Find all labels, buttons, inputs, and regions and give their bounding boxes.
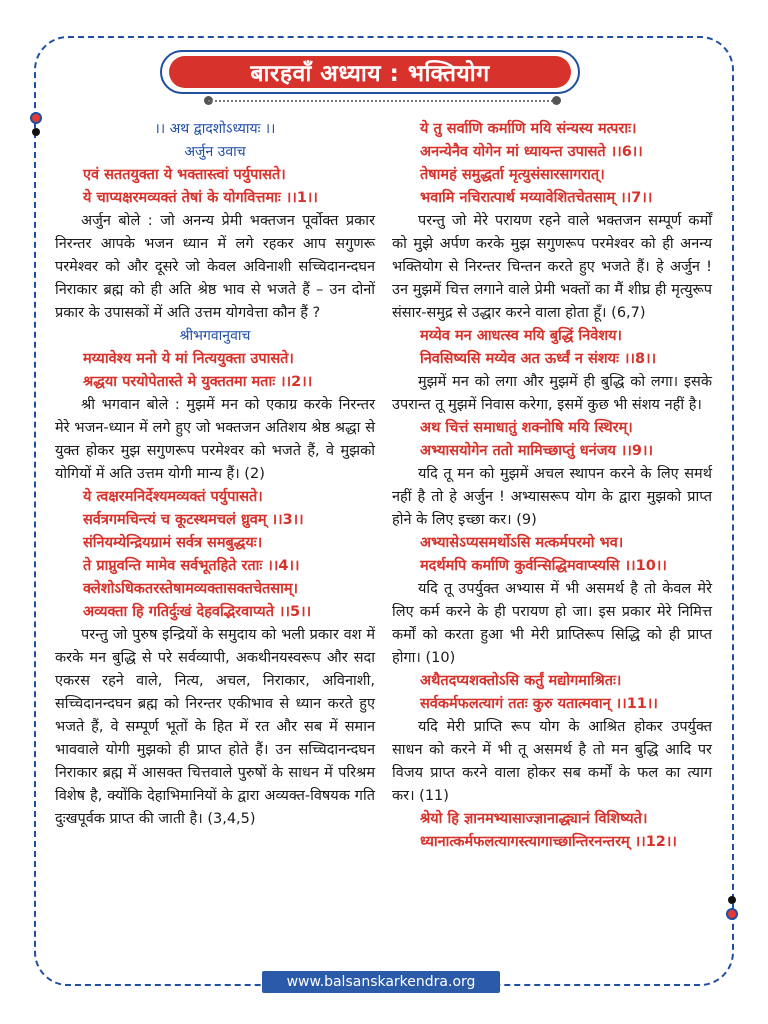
shloka-line: मय्यावेश्य मनो ये मां नित्ययुक्ता उपासते। (83, 351, 294, 367)
translation-paragraph: अर्जुन बोले : जो अनन्य प्रेमी भक्तजन पूर्वोक्त प्रकार निरन्तर आपके भजन ध्यान में लगे रहकर आप सगुणरू परमेश्वर को और दूसरे जो केवल अविनाशी सच्चिदानन्दघन निराकार ब्रह्म को ही अति श्रेष्ठ भाव से भजते हैं – उन दोनों प्रकार के उपासकों में अति उत्तम योगवेत्ता कौन हैं ? (55, 213, 375, 321)
shloka-line: तेषामहं समुद्धर्ता मृत्युसंसारसागरात्। (420, 167, 605, 183)
chapter-title-banner (160, 50, 580, 94)
shloka-line: अथ चित्तं समाधातुं शक्नोषि मयि स्थिरम्। (420, 420, 633, 436)
shloka-line: सर्वकर्मफलत्यागं ततः कुरु यतात्मवान् ।।11।। (420, 696, 658, 712)
website-footer[interactable]: www.balsanskarkendra.org (262, 971, 500, 993)
shloka-line: क्लेशोऽधिकतरस्तेषामव्यक्तासक्तचेतसाम्। (83, 581, 299, 597)
shloka-line: अव्यक्ता हि गतिर्दुःखं देहवद्भिरवाप्यते ।।5।। (83, 604, 312, 620)
translation-paragraph: यदि मेरी प्राप्ति रूप योग के आश्रित होकर उपर्युक्त साधन को करने में भी तू असमर्थ है तो मन बुद्धि आदि पर विजय प्राप्त करने वाला होकर सब कर्मों के फल का त्याग कर। (11) (392, 719, 712, 804)
title-separator (208, 100, 556, 102)
translation-paragraph: परन्तु जो पुरुष इन्द्रियों के समुदाय को भली प्रकार वश में करके मन बुद्धि से परे सर्वव्यापी, अकथीनयस्वरूप और सदा एकरस रहने वाले, नित्य, अचल, निराकार, अविनाशी, सच्चिदानन्दघन ब्रह्म को निरन्तर एकीभाव से ध्यान करते हुए भजते हैं, वे सम्पूर्ण भूतों के हित में रत और सब में समान भाववाले योगी मुझको ही प्राप्त होते हैं। उन सच्चिदानन्दघन निराकार ब्रह्म में आसक्त चित्तवाले पुरुषों के साधन में परिश्रम विशेष है, क्योंकि देहाभिमानियों के द्वारा अव्यक्त-विषयक गति दुःखपूर्वक प्राप्त की जाती है। (3,4,5) (55, 627, 375, 827)
translation-paragraph: यदि तू मन को मुझमें अचल स्थापन करने के लिए समर्थ नहीं है तो हे अर्जुन ! अभ्यासरूप योग के द्वारा मुझको प्राप्त होने के लिए इच्छा कर। (9) (392, 466, 712, 528)
right-red-dot (726, 908, 738, 920)
shloka-line: ये त्वक्षरमनिर्देश्यमव्यक्तं पर्युपासते। (83, 489, 263, 505)
left-red-dot (30, 112, 42, 124)
translation-paragraph: परन्तु जो मेरे परायण रहने वाले भक्तजन सम्पूर्ण कर्मों को मुझे अर्पण करके मुझ सगुणरूप परमेश्वर को ही अनन्य भक्तियोग से निरन्तर चिन्तन करते हुए भजते हैं। हे अर्जुन ! उन मुझमें चित्त लगाने वाले प्रेमी भक्तों का मैं शीघ्र ही मृत्युरूप संसार-समुद्र से उद्धार करने वाला होता हूँ। (6,7) (392, 213, 712, 321)
shloka-line: सर्वत्रगमचिन्त्यं च कूटस्थमचलं ध्रुवम् ।।3।। (83, 512, 304, 528)
separator-right-dot (552, 96, 561, 105)
shloka-line: ते प्राप्नुवन्ति मामेव सर्वभूतहिते रताः ।।4।। (83, 558, 300, 574)
shloka-line: ध्यानात्कर्मफलत्यागस्त्यागाच्छान्तिरनन्तरम् ।।12।। (420, 834, 677, 850)
shloka-line: मय्येव मन आधत्स्व मयि बुद्धिं निवेशय। (420, 328, 623, 344)
left-black-dot (32, 128, 40, 136)
shloka-line: निवसिष्यसि मय्येव अत ऊर्ध्वं न संशयः ।।8।। (420, 351, 657, 367)
translation-paragraph: मुझमें मन को लगा और मुझमें ही बुद्धि को लगा। इसके उपरान्त तू मुझमें निवास करेगा, इसमें कुछ भी संशय नहीं है। (392, 374, 712, 413)
shloka-line: श्रेयो हि ज्ञानमभ्यासाज्ज्ञानाद्ध्यानं विशिष्यते। (420, 811, 648, 827)
shloka-line: भवामि नचिरात्पार्थ मय्यावेशितचेतसाम् ।।7।। (420, 190, 653, 206)
section-heading: ।। अथ द्वादशोऽध्यायः ।। (154, 121, 276, 137)
section-heading: श्रीभगवानुवाच (179, 328, 251, 344)
shloka-line: अभ्यासयोगेन ततो मामिच्छाप्तुं धनंजय ।।9।। (420, 443, 653, 459)
shloka-line: अभ्यासेऽप्यसमर्थोऽसि मत्कर्मपरमो भव। (420, 535, 624, 551)
shloka-line: अनन्येनैव योगेन मां ध्यायन्त उपासते ।।6।। (420, 144, 643, 160)
shloka-line: संनियम्येन्द्रियग्रामं सर्वत्र समबुद्धयः। (83, 535, 263, 551)
right-column (392, 118, 712, 854)
chapter-title: बारहवाँ अध्याय : भक्तियोग (250, 61, 490, 87)
shloka-line: अथैतदप्यशक्तोऽसि कर्तुं मद्योगमाश्रितः। (420, 673, 622, 689)
shloka-line: श्रद्धया परयोपेतास्ते मे युक्ततमा मताः ।।2।। (83, 374, 313, 390)
shloka-line: ये तु सर्वाणि कर्माणि मयि संन्यस्य मत्पराः। (420, 121, 637, 137)
left-column (55, 118, 375, 831)
shloka-line: एवं सततयुक्ता ये भक्तास्त्वां पर्युपासते। (83, 167, 286, 183)
shloka-line: मदर्थमपि कर्माणि कुर्वन्सिद्धिमवाप्स्यसि ।।10।। (420, 558, 667, 574)
translation-paragraph: श्री भगवान बोले : मुझमें मन को एकाग्र करके निरन्तर मेरे भजन-ध्यान में लगे हुए जो भक्तजन अतिशय श्रेष्ठ श्रद्धा से युक्त होकर मुझ सगुणरूप परमेश्वर को भजते हैं, वे मुझको योगियों में अति उत्तम योगी मान्य हैं। (2) (55, 397, 375, 482)
shloka-line: ये चाप्यक्षरमव्यक्तं तेषां के योगवित्तमाः ।।1।। (83, 190, 318, 206)
translation-paragraph: यदि तू उपर्युक्त अभ्यास में भी असमर्थ है तो केवल मेरे लिए कर्म करने के ही परायण हो जा। इस प्रकार मेरे निमित्त कर्मों को करता हुआ भी मेरी प्राप्तिरूप सिद्धि को ही प्राप्त होगा। (10) (392, 581, 712, 666)
right-black-dot (728, 896, 736, 904)
section-heading: अर्जुन उवाच (184, 144, 246, 160)
